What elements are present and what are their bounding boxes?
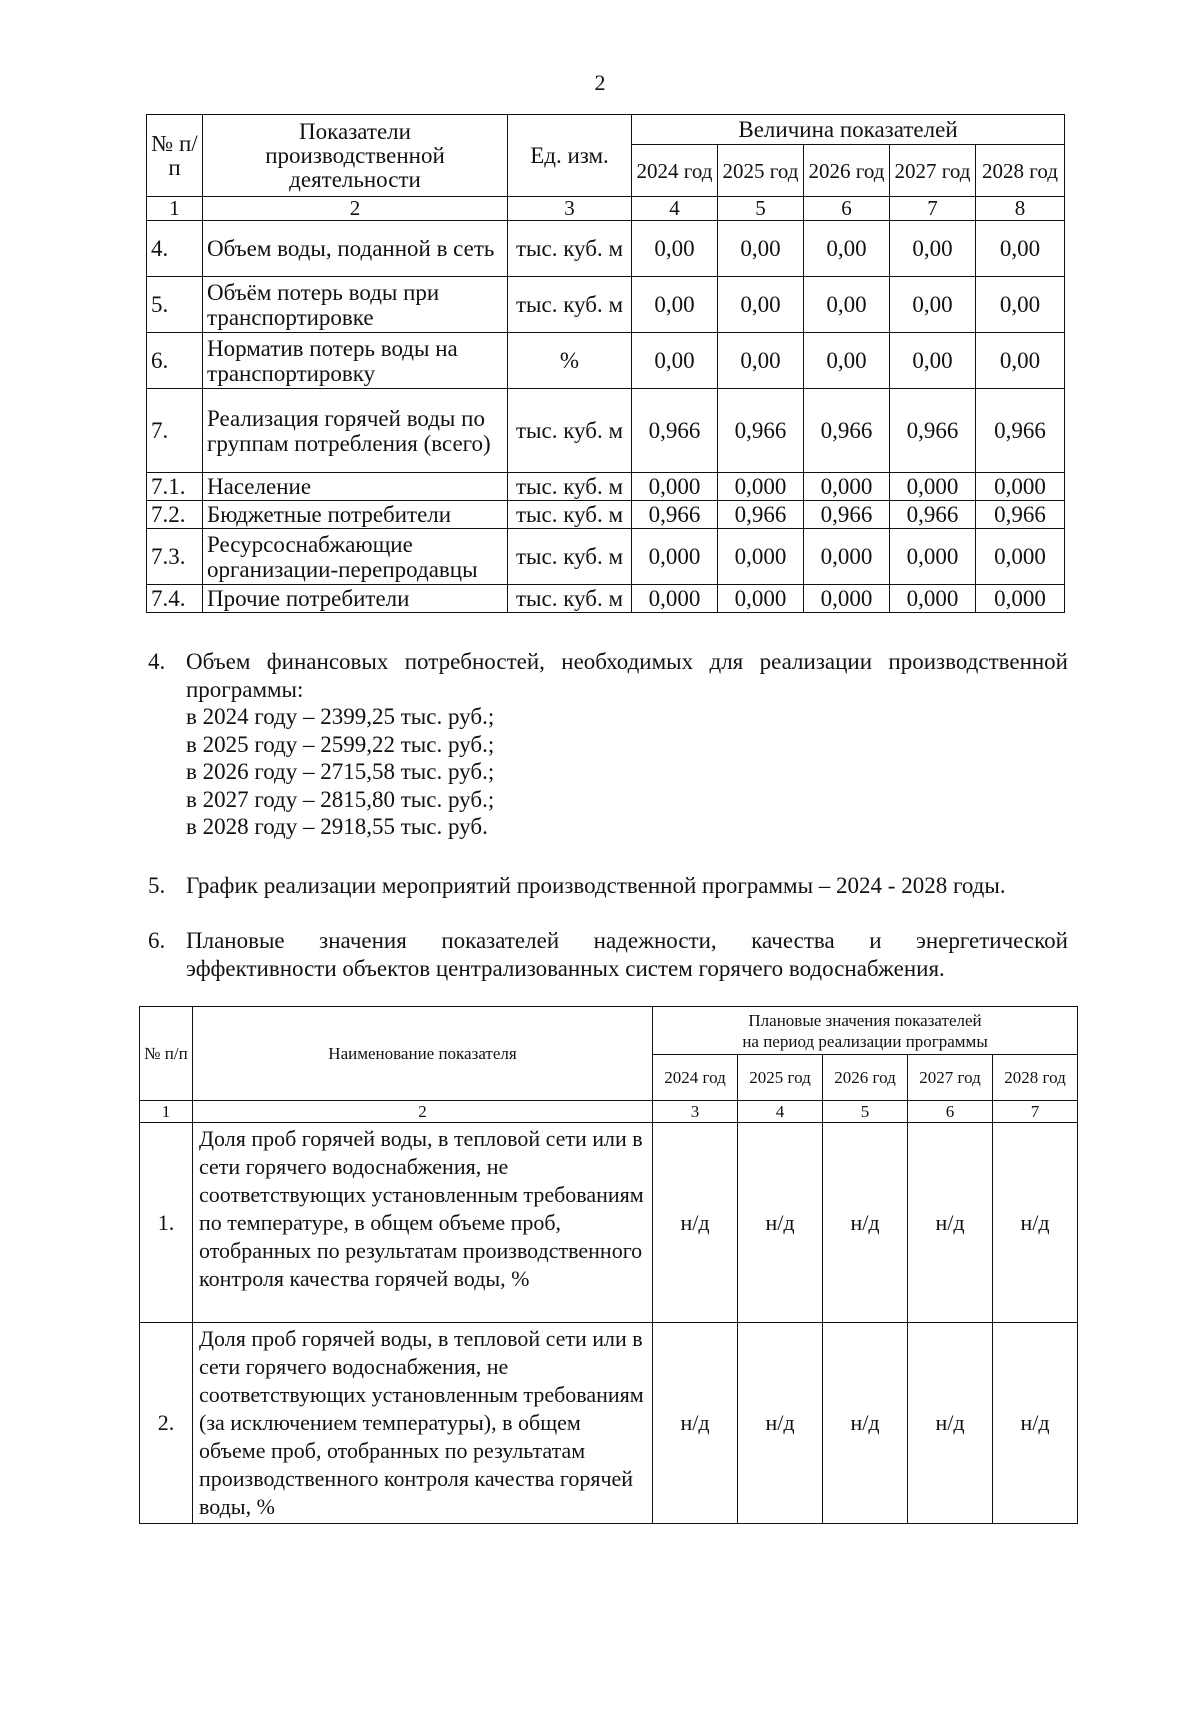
table-row [140, 1123, 1078, 1323]
row-value: 0,000 [890, 529, 976, 585]
reliability-indicators-table [139, 1006, 1078, 1524]
header-year: 2028 год [976, 145, 1065, 197]
table-row [147, 529, 1065, 585]
page-number: 2 [594, 70, 606, 95]
row-value: 0,000 [718, 473, 804, 501]
header-num: № п/п [147, 115, 203, 197]
header-values-line: на период реализации программы [742, 1031, 988, 1051]
section-number: 6. [148, 928, 166, 953]
section-schedule [148, 872, 1068, 900]
column-number: 5 [823, 1101, 908, 1123]
row-number: 7.3. [147, 529, 203, 585]
section-text-line: эффективности объектов централизованных систем горячего водоснабжения. [186, 955, 945, 981]
row-value: 0,966 [718, 389, 804, 473]
row-value: 0,000 [804, 585, 890, 613]
row-value: 0,000 [718, 585, 804, 613]
row-value: 0,00 [718, 221, 804, 277]
row-value: н/д [823, 1323, 908, 1524]
header-year: 2028 год [993, 1055, 1078, 1101]
row-value: 0,00 [976, 277, 1065, 333]
row-value: 0,000 [804, 529, 890, 585]
row-value: 0,00 [890, 333, 976, 389]
column-number: 1 [147, 197, 203, 221]
section-financial-needs [148, 648, 1068, 841]
header-unit: Ед. изм. [508, 115, 632, 197]
row-value: 0,000 [718, 529, 804, 585]
row-value: 0,966 [890, 501, 976, 529]
row-indicator-name: Население [203, 473, 508, 501]
row-number: 7.2. [147, 501, 203, 529]
table-row [147, 501, 1065, 529]
header-values [653, 1007, 1078, 1055]
header-year: 2025 год [738, 1055, 823, 1101]
list-item: в 2025 году – 2599,22 тыс. руб.; [186, 731, 495, 757]
row-indicator-name: Реализация горячей воды по группам потребления (всего) [203, 389, 508, 473]
row-value: 0,00 [632, 277, 718, 333]
list-item: в 2028 году – 2918,55 тыс. руб. [186, 814, 488, 839]
column-number: 7 [993, 1101, 1078, 1123]
table-row [147, 389, 1065, 473]
table-row [147, 277, 1065, 333]
section-text: Объем финансовых потребностей, необходимых для реализации производственной программы: [186, 649, 1068, 702]
row-unit: тыс. куб. м [508, 221, 632, 277]
row-value: 0,00 [632, 333, 718, 389]
row-value: 0,00 [804, 333, 890, 389]
table-row [140, 1323, 1078, 1524]
section-number: 5. [148, 873, 166, 898]
row-value: 0,966 [890, 389, 976, 473]
row-value: 0,000 [976, 529, 1065, 585]
row-value: 0,966 [976, 389, 1065, 473]
row-value: н/д [823, 1123, 908, 1323]
row-number: 5. [147, 277, 203, 333]
financial-needs-list [186, 703, 1068, 841]
column-number: 7 [890, 197, 976, 221]
row-value: н/д [738, 1123, 823, 1323]
table-row [147, 585, 1065, 613]
row-value: 0,000 [632, 529, 718, 585]
row-value: н/д [908, 1323, 993, 1524]
row-value: 0,00 [890, 221, 976, 277]
row-value: 0,966 [632, 389, 718, 473]
column-number: 2 [203, 197, 508, 221]
row-number: 7. [147, 389, 203, 473]
column-number: 3 [508, 197, 632, 221]
header-year: 2025 год [718, 145, 804, 197]
list-item: в 2026 году – 2715,58 тыс. руб.; [186, 759, 495, 784]
row-indicator-name: Доля проб горячей воды, в тепловой сети или в сети горячего водоснабжения, не соответствующих установленным требованиям (за исключением температуры), в общем объеме проб, отобранных по результатам производственного контроля качества горячей воды, % [193, 1323, 653, 1524]
row-number: 2. [140, 1323, 193, 1524]
header-year: 2027 год [890, 145, 976, 197]
row-value: 0,00 [976, 221, 1065, 277]
row-value: 0,966 [804, 501, 890, 529]
row-value: 0,000 [804, 473, 890, 501]
column-number: 1 [140, 1101, 193, 1123]
column-number: 6 [908, 1101, 993, 1123]
table-row [147, 473, 1065, 501]
section-text: График реализации мероприятий производственной программы – 2024 - 2028 годы. [186, 873, 1006, 898]
row-value: н/д [908, 1123, 993, 1323]
row-number: 1. [140, 1123, 193, 1323]
section-text-line: Плановые значения показателей надежности, качества и энергетической [186, 928, 1068, 953]
row-value: 0,000 [890, 473, 976, 501]
row-indicator-name: Бюджетные потребители [203, 501, 508, 529]
row-value: 0,00 [718, 277, 804, 333]
section-planned-values [148, 927, 1068, 982]
row-unit: тыс. куб. м [508, 585, 632, 613]
section-number: 4. [148, 649, 166, 674]
row-unit: тыс. куб. м [508, 277, 632, 333]
column-number: 6 [804, 197, 890, 221]
list-item: в 2027 году – 2815,80 тыс. руб.; [186, 786, 495, 812]
row-value: 0,966 [976, 501, 1065, 529]
table-row [147, 221, 1065, 277]
header-values: Величина показателей [632, 115, 1065, 145]
row-indicator-name: Объем воды, поданной в сеть [203, 221, 508, 277]
column-number: 5 [718, 197, 804, 221]
row-value: 0,000 [632, 473, 718, 501]
column-number: 4 [632, 197, 718, 221]
row-unit: тыс. куб. м [508, 389, 632, 473]
row-unit: тыс. куб. м [508, 501, 632, 529]
row-value: 0,966 [632, 501, 718, 529]
row-indicator-name: Ресурсоснабжающие организации-перепродавцы [203, 529, 508, 585]
row-indicator-name: Прочие потребители [203, 585, 508, 613]
row-unit: % [508, 333, 632, 389]
row-number: 4. [147, 221, 203, 277]
header-name: Наименование показателя [193, 1007, 653, 1101]
row-value: 0,00 [718, 333, 804, 389]
header-year: 2026 год [804, 145, 890, 197]
row-value: 0,00 [976, 333, 1065, 389]
row-value: н/д [653, 1323, 738, 1524]
header-values-line: Плановые значения показателей [748, 1010, 982, 1030]
row-value: 0,000 [632, 585, 718, 613]
header-year: 2024 год [632, 145, 718, 197]
list-item: в 2024 году – 2399,25 тыс. руб.; [186, 704, 495, 729]
row-value: н/д [653, 1123, 738, 1323]
row-number: 6. [147, 333, 203, 389]
row-value: 0,000 [890, 585, 976, 613]
row-value: н/д [993, 1323, 1078, 1524]
header-year: 2027 год [908, 1055, 993, 1101]
row-indicator-name: Норматив потерь воды на транспортировку [203, 333, 508, 389]
column-number: 2 [193, 1101, 653, 1123]
row-value: н/д [738, 1323, 823, 1524]
row-indicator-name: Объём потерь воды при транспортировке [203, 277, 508, 333]
header-num: № п/п [140, 1007, 193, 1101]
row-value: 0,000 [976, 473, 1065, 501]
column-number: 4 [738, 1101, 823, 1123]
row-value: 0,00 [632, 221, 718, 277]
row-number: 7.1. [147, 473, 203, 501]
header-indicator: Показатели производственной деятельности [203, 115, 508, 197]
row-value: 0,000 [976, 585, 1065, 613]
row-unit: тыс. куб. м [508, 473, 632, 501]
row-number: 7.4. [147, 585, 203, 613]
header-year: 2026 год [823, 1055, 908, 1101]
row-value: 0,966 [804, 389, 890, 473]
row-value: 0,00 [890, 277, 976, 333]
row-value: 0,00 [804, 277, 890, 333]
production-indicators-table [146, 114, 1065, 613]
row-indicator-name: Доля проб горячей воды, в тепловой сети или в сети горячего водоснабжения, не соответствующих установленным требованиям по температуре, в общем объеме проб, отобранных по результатам производственного контроля качества горячей воды, % [193, 1123, 653, 1323]
row-value: н/д [993, 1123, 1078, 1323]
column-number: 8 [976, 197, 1065, 221]
table-row [147, 333, 1065, 389]
column-number: 3 [653, 1101, 738, 1123]
row-value: 0,966 [718, 501, 804, 529]
row-value: 0,00 [804, 221, 890, 277]
header-year: 2024 год [653, 1055, 738, 1101]
row-unit: тыс. куб. м [508, 529, 632, 585]
